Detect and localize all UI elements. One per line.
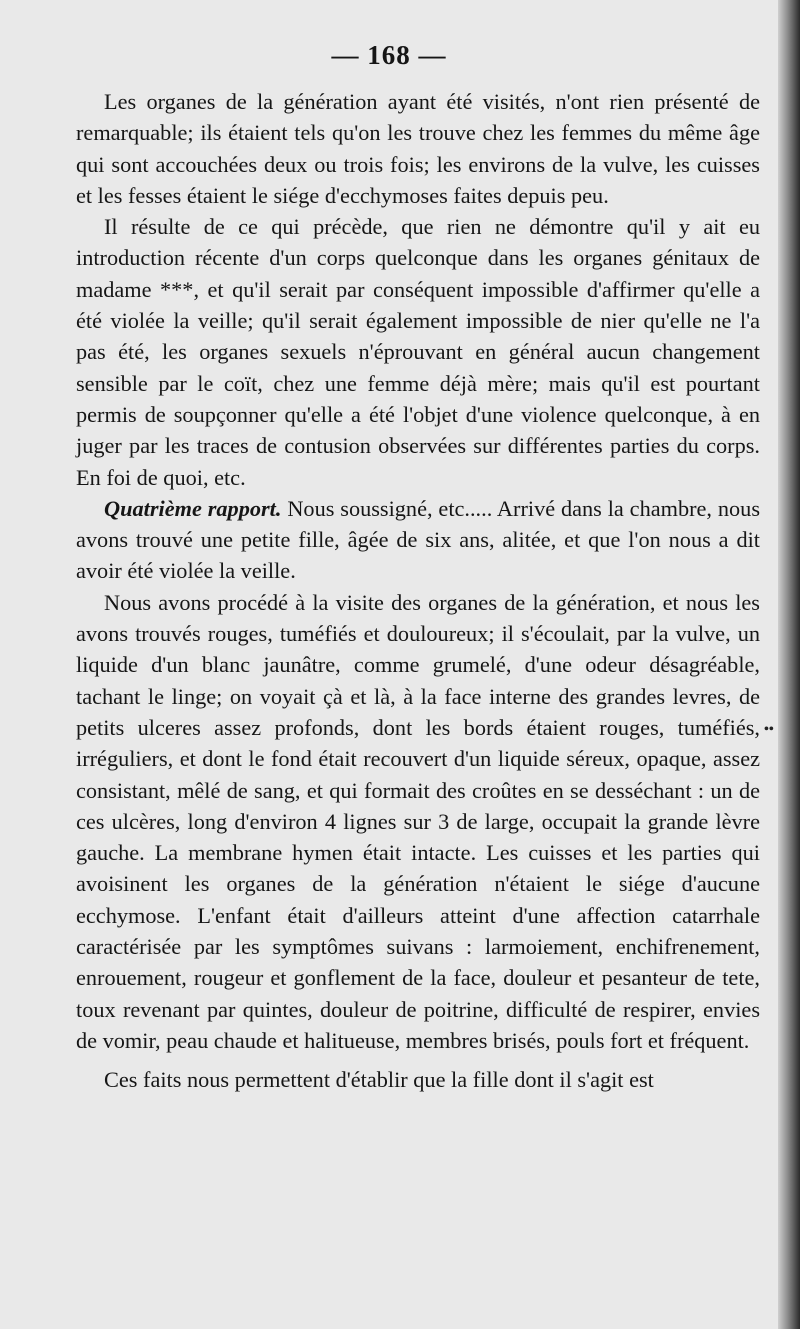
paragraph-5: Ces faits nous permettent d'établir que la fille dont il s'agit est xyxy=(104,1067,654,1093)
paragraph-1: Les organes de la génération ayant été visités, n'ont rien présenté de remarquable; ils étaient tels qu'on les trouve chez les femmes du même âge qui sont accouchées deux ou trois fois; les environs de la vulve, les cuisses et les fesses étaient le siége d'ecchymoses faites depuis peu. xyxy=(76,89,760,208)
report-heading: Quatrième rapport. xyxy=(104,495,282,521)
paragraph-3-text: Nous soussigné, etc..... Arrivé dans la chambre, nous avons trouvé une petite fille, âgée de six ans, alitée, et que l'on nous a dit avoir été violée la veille. xyxy=(76,495,760,584)
paragraph-3 xyxy=(76,493,760,587)
page-body xyxy=(76,86,760,1096)
book-spine-shadow xyxy=(778,0,800,1329)
page-number: — 168 — xyxy=(331,40,447,70)
paragraph-4: Nous avons procédé à la visite des organes de la génération, et nous les avons trouvés rouges, tuméfiés et douloureux; il s'écoulait, par la vulve, un liquide d'un blanc jaunâtre, comme grumelé, d'une odeur désagréable, tachant le linge; on voyait çà et là, à la face interne des grandes levres, de petits ulceres assez profonds, dont les bords étaient rouges, tuméfiés, irréguliers, et dont le fond était recouvert d'un liquide séreux, opaque, assez consistant, mêlé de sang, et qui formait des croûtes en se desséchant : un de ces ulcères, long d'environ 4 lignes sur 3 de large, occupait la grande lèvre gauche. La membrane hymen était intacte. Les cuisses et les parties qui avoisinent les organes de la génération n'étaient le siége d'aucune ecchymose. L'enfant était d'ailleurs atteint d'une affection catarrhale caractérisée par les symptômes suivans : larmoiement, enchifrenement, enrouement, rougeur et gonflement de la face, douleur et pesanteur de tete, toux revenant par quintes, douleur de poitrine, difficulté de respirer, envies de vomir, peau chaude et halitueuse, membres brisés, pouls fort et fréquent. xyxy=(76,589,760,1053)
margin-mark: •• xyxy=(764,722,774,737)
paragraph-2: Il résulte de ce qui précède, que rien ne démontre qu'il y ait eu introduction récente d'un corps quelconque dans les organes génitaux de madame ***, et qu'il serait par conséquent impossible d'affirmer qu'elle a été violée la veille; qu'il serait également impossible de nier qu'elle ne l'a pas été, les organes sexuels n'éprouvant en général aucun changement sensible par le coït, chez une femme déjà mère; mais qu'il est pourtant permis de soupçonner qu'elle a été l'objet d'une violence quelconque, à en juger par les traces de contusion observées sur différentes parties du corps. En foi de quoi, etc. xyxy=(76,214,760,490)
